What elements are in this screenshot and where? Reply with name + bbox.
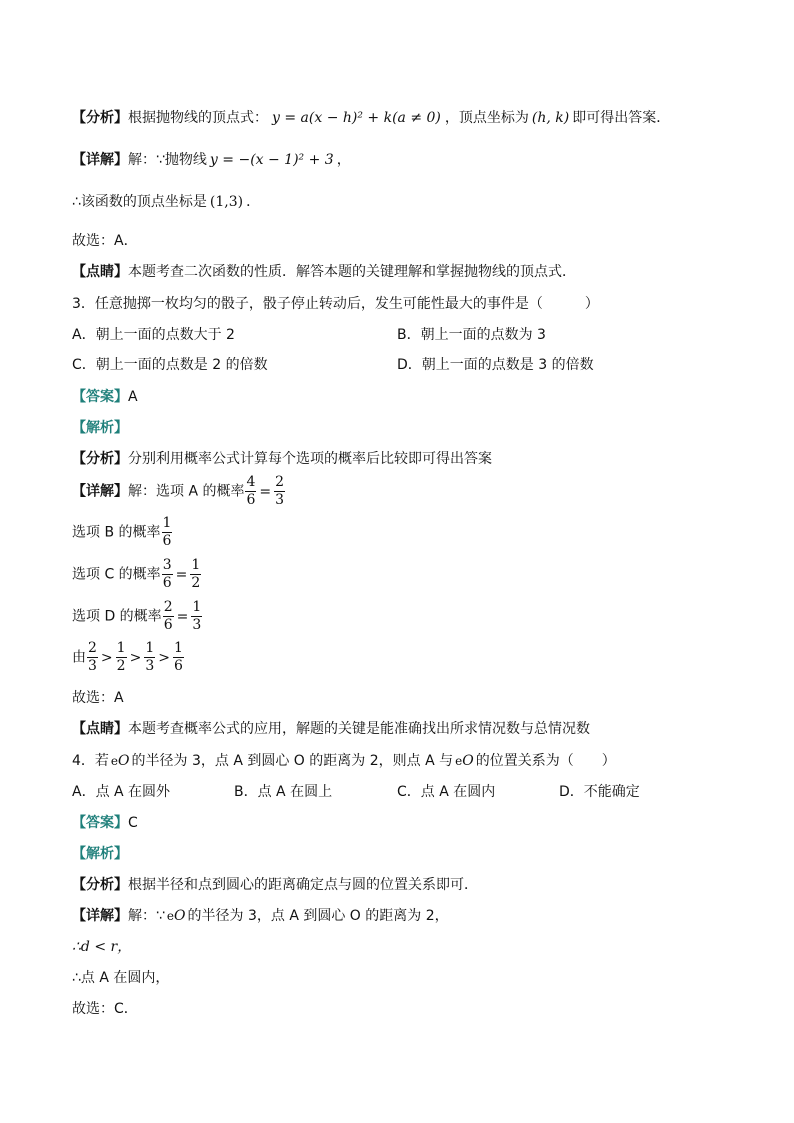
numerator: 2 [88,640,97,656]
q4-option-a: A．点 A 在圆外 [72,784,171,800]
denominator: 6 [162,575,172,591]
therefore-text: ∴该函数的顶点坐标是 [72,194,207,210]
fraction [87,640,98,675]
q4-detail-line [72,906,449,926]
comment-text: 本题考查二次函数的性质．解答本题的关键理解和掌握抛物线的顶点式． [128,264,576,280]
stem-text: 的位置关系为（ ） [475,753,616,769]
detail-text: 解：∵抛物线 [128,152,207,168]
q4-stem [72,751,616,771]
q3-detail-line [72,474,286,509]
prob-b-label: 选项 B 的概率 [72,524,161,541]
q2-choose: 故选：A． [72,233,138,249]
q3-stem: 3．任意抛掷一枚均匀的骰子，骰子停止转动后，发生可能性最大的事件是（ ） [72,296,599,312]
q4-answer-line [72,813,138,833]
numerator: 3 [162,557,172,573]
denominator: 6 [162,533,172,549]
comment-tag: 【点睛】 [72,264,128,280]
circle-symbol: e [166,909,175,923]
detail-end: ， [336,152,351,168]
comment-tag: 【点睛】 [72,721,128,737]
q3-option-a: A．朝上一面的点数大于 2 [72,327,235,343]
q3-prob-c-line [72,557,202,592]
fraction [116,640,127,675]
q4-analysis-line [72,875,478,895]
answer-tag: 【答案】 [72,389,128,405]
numerator: 1 [145,640,155,656]
circle-symbol: e [455,754,463,768]
fraction [144,640,155,675]
analysis-text: 根据抛物线的顶点式： [128,110,268,126]
numerator: 1 [191,557,201,573]
fraction [274,474,285,509]
denominator: 3 [88,658,97,674]
therefore-end: ． [246,194,261,210]
detail-text: 的半径为 3，点 A 到圆心 O 的距离为 2， [187,908,449,924]
greater-than-sign: > [100,649,113,666]
q3-prob-b-line [72,515,173,550]
q3-option-c: C．朝上一面的点数是 2 的倍数 [72,357,268,373]
q3-prob-d-line [72,599,203,634]
q4-option-d: D．不能确定 [559,784,640,800]
fraction [162,557,173,592]
q3-jiexi-tag [72,418,128,438]
detail-text: 解：∵ [128,908,165,924]
circle-name: O [118,753,130,769]
q4-choose: 故选：C． [72,1001,138,1017]
prob-c-label: 选项 C 的概率 [72,566,161,583]
detail-tag: 【详解】 [72,152,128,168]
detail-text: 解：选项 A 的概率 [128,483,245,500]
answer-value: C [128,815,138,831]
analysis-text: 即可得出答案． [572,110,671,126]
q4-jiexi-tag [72,844,128,864]
denominator: 2 [191,575,201,591]
analysis-text: 分别利用概率公式计算每个选项的概率后比较即可得出答案 [128,451,492,467]
analysis-tag: 【分析】 [72,451,128,467]
q2-comment-line [72,262,576,282]
q4-option-c: C．点 A 在圆内 [397,784,496,800]
analysis-tag: 【分析】 [72,877,128,893]
circle-name: O [462,753,474,769]
answer-tag: 【答案】 [72,815,128,831]
prob-d-label: 选项 D 的概率 [72,608,162,625]
denominator: 6 [246,492,256,508]
q3-analysis-line [72,449,492,469]
jiexi-tag: 【解析】 [72,846,128,862]
vertex-form-formula: y = a(x − h)² + k(a ≠ 0) [272,110,441,126]
jiexi-tag: 【解析】 [72,420,128,436]
detail-tag: 【详解】 [72,483,128,500]
q3-comment-line [72,719,590,739]
vertex-value: (1,3) [209,194,244,210]
denominator: 3 [145,658,155,674]
denominator: 6 [173,658,183,674]
numerator: 4 [246,474,256,490]
analysis-text: 根据半径和点到圆心的距离确定点与圆的位置关系即可． [128,877,478,893]
detail-tag: 【详解】 [72,908,128,924]
fraction [173,640,184,675]
denominator: 3 [192,617,202,633]
q3-option-d: D．朝上一面的点数是 3 的倍数 [397,357,594,373]
numerator: 1 [192,599,202,615]
q3-answer-line [72,387,138,407]
fraction [163,599,174,634]
analysis-text: ，顶点坐标为 [444,110,529,126]
stem-text: 4．若 [72,753,109,769]
q4-relation: ∴d < r， [72,939,132,955]
numerator: 1 [162,515,172,531]
equals-sign: = [175,566,188,583]
greater-than-sign: > [129,649,142,666]
q2-analysis-line [72,108,670,128]
greater-than-sign: > [158,649,170,666]
fraction [190,557,201,592]
q3-compare-line [72,640,185,675]
equals-sign: = [259,483,272,500]
fraction [245,474,256,509]
compare-label: 由 [72,649,86,666]
q3-choose: 故选：A [72,690,124,706]
answer-value: A [128,389,138,405]
q2-therefore-line [72,192,260,212]
fraction [191,599,202,634]
comment-text: 本题考查概率公式的应用，解题的关键是能准确找出所求情况数与总情况数 [128,721,590,737]
numerator: 1 [116,640,126,656]
circle-symbol: e [110,754,119,768]
numerator: 2 [163,599,173,615]
analysis-tag: 【分析】 [72,110,128,126]
vertex-coordinates: (h, k) [531,110,570,126]
stem-text: 的半径为 3，点 A 到圆心 O 的距离为 2，则点 A 与 [131,753,454,769]
equals-sign: = [176,608,189,625]
q2-detail-line [72,150,351,170]
numerator: 1 [173,640,183,656]
denominator: 2 [116,658,126,674]
q4-inside: ∴点 A 在圆内， [72,970,170,986]
q4-option-b: B．点 A 在圆上 [234,784,333,800]
circle-name: O [174,908,186,924]
fraction [162,515,173,550]
q3-option-b: B．朝上一面的点数为 3 [397,327,546,343]
numerator: 2 [275,474,285,490]
parabola-formula: y = −(x − 1)² + 3 [209,152,334,168]
denominator: 3 [275,492,285,508]
denominator: 6 [163,617,173,633]
